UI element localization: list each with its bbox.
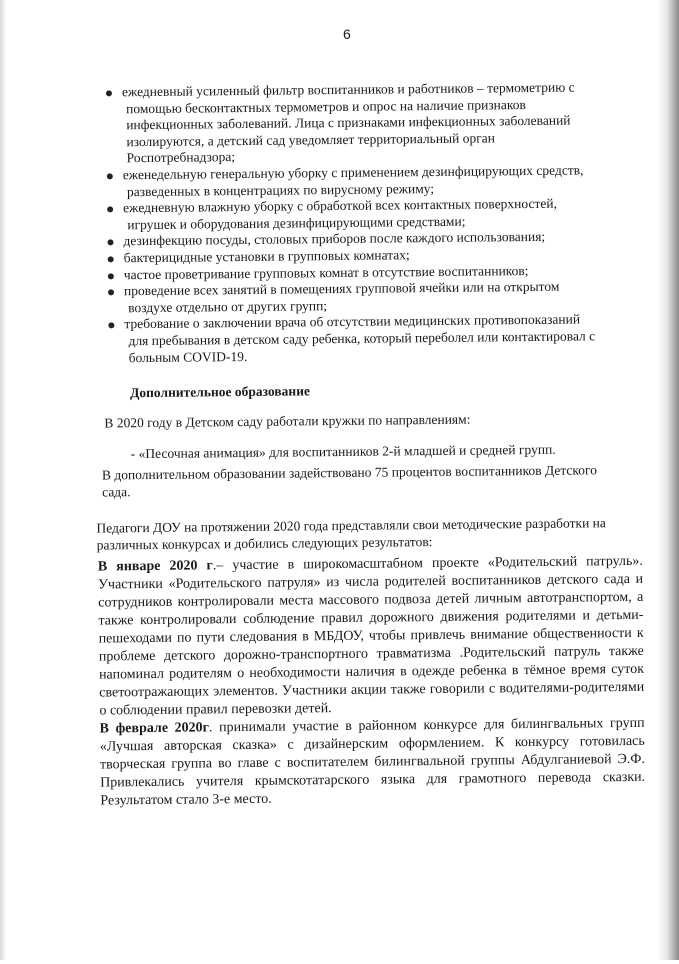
list-item: проведение всех занятий в помещениях групповой ячейки или на открытом воздухе отдельно от других групп; (106, 278, 616, 317)
bullet-icon (108, 256, 114, 262)
paragraph-teachers: Педагоги ДОУ на протяжении 2020 года представляли свои методические разработки на различных конкурсах и добились следующих результатов: (96, 515, 606, 553)
bullet-icon (108, 323, 114, 329)
bullet-icon (107, 173, 113, 179)
list-item: частое проветривание групповых комнат в отсутствие воспитанников; (106, 262, 616, 284)
list-item: ежедневную влажную уборку с обработкой всех контактных поверхностей, игрушек и оборудования дезинфицирующими средствами; (105, 195, 615, 234)
list-item: ежедневный усиленный фильтр воспитанников и работников – термометрию с помощью бесконтактных термометров и опрос на наличие признаков инфекционных заболеваний. Лица с признаками инфекционных заболеваний изолируются, а детский сад уведомляет территориальный орган Роспотребнадзора; (104, 79, 615, 167)
paragraph-percent: В дополнительном образовании задействовано 75 процентов воспитанников Детского сада. (101, 462, 598, 500)
bullet-icon (106, 90, 112, 96)
paragraph-sand-animation: - «Песочная анимация» для воспитанников 2-й младшей и средней групп. (130, 441, 556, 462)
february-text: . принимали участие в районном конкурсе для билингвальных групп «Лучшая авторская сказка» с дизайнерским оформлением. К конкурсу готовилась творческая группа во главе с воспитателем билингвальной группы Абдулганиевой Э.Ф. Привлекались учителя крымскотатарского языка для грамотного перевода сказки. Результатом стало 3-е место. (99, 715, 646, 809)
list-item: еженедельную генеральную уборку с применением дезинфицирующих средств, разведенных в концентрациях по вирусному режиму; (105, 162, 615, 201)
bullet-icon (107, 207, 113, 213)
measures-list (104, 79, 617, 366)
february-lead: В феврале 2020г (99, 720, 210, 737)
list-item: дезинфекцию посуды, столовых приборов после каждого использования; (105, 228, 615, 250)
paragraph-circles: В 2020 году в Детском саду работали кружки по направлениям: (104, 411, 471, 431)
list-item: требование о заключении врача об отсутствии медицинских противопоказаний для пребывания в детском саду ребенка, который переболел или контактировал с больным COVID-19. (106, 311, 616, 366)
january-text: .– участие в широкомасштабном проекте «Родительский патруль». Участники «Родительского патруля» из числа родителей воспитанников детского сада и сотрудников контролировали места массового подвоза детей личным автотранспортом, а также контролировали соблюдение правил дорожного движения родителями и детьми-пешеходами по пути следования в МБДОУ, чтобы привлечь внимание общественности к проблеме детского дорожно-транспортного травматизма .Родительский патруль также напоминал родителям о необходимости наличия в одежде ребенка в тёмное время суток светоотражающих элементов. Участники акции также говорили с водителями-родителями о соблюдении правил перевозки детей. (98, 553, 645, 719)
bullet-icon (108, 273, 114, 279)
january-lead: В январе 2020 г (97, 558, 213, 575)
paragraph-february (100, 715, 646, 811)
bullet-icon (107, 240, 113, 246)
page-number: 6 (343, 26, 351, 42)
paragraph-january (98, 553, 645, 721)
list-item: бактерицидные установки в групповых комнатах; (106, 245, 616, 267)
section-heading: Дополнительное образование (129, 383, 311, 401)
bullet-icon (108, 289, 114, 295)
